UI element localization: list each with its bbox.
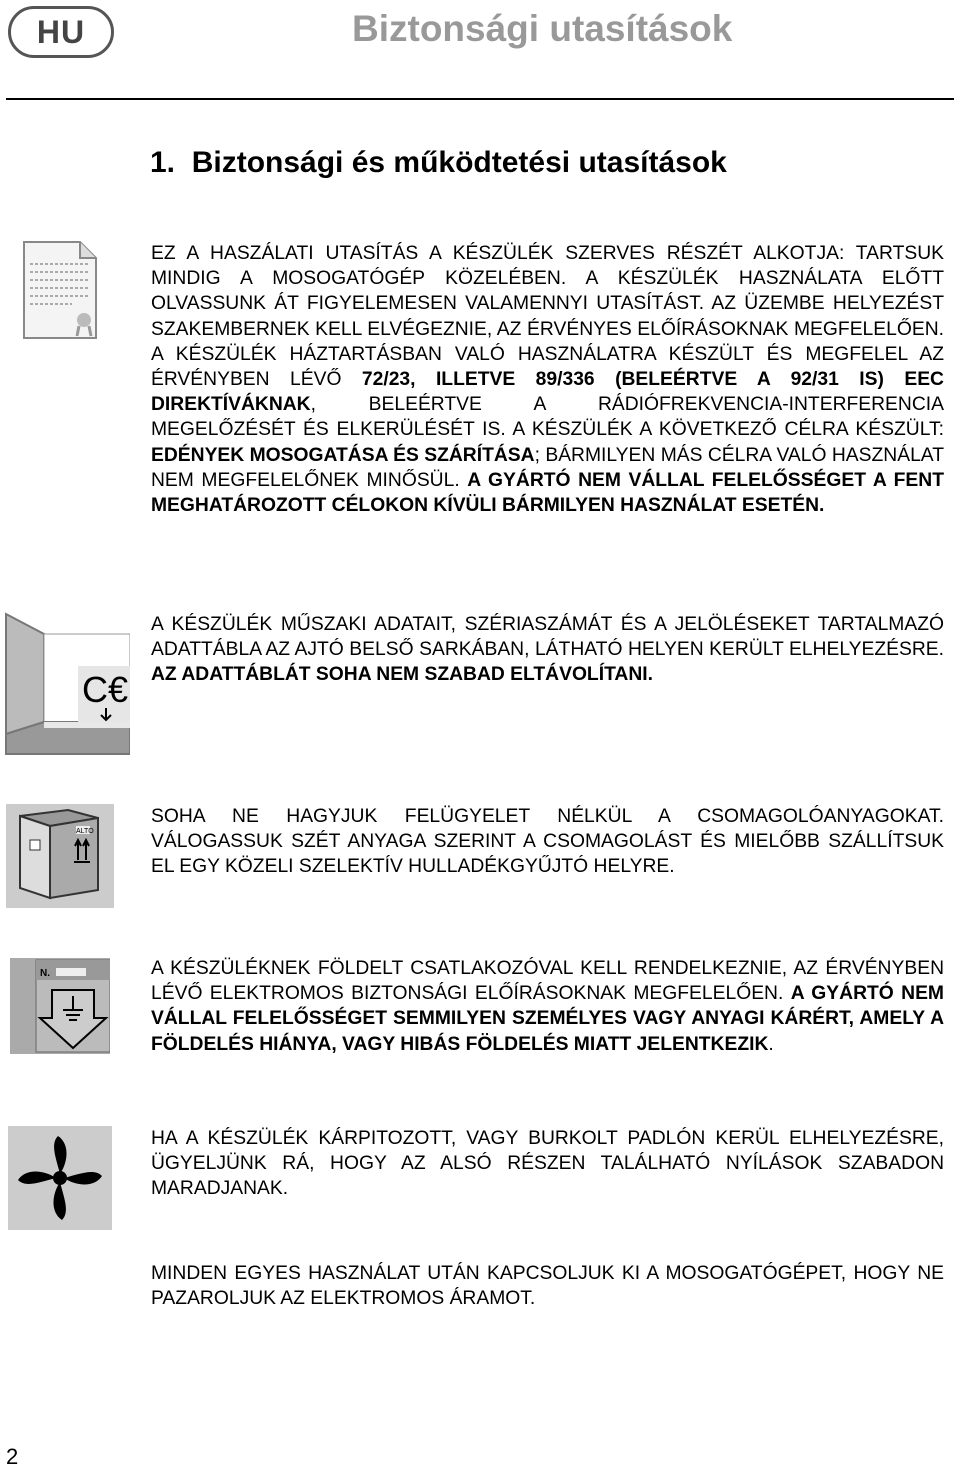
text-run: SOHA NE HAGYJUK FELÜGYELET NÉLKÜL A CSOMAGOLÓANYAGOKAT. VÁLOGASSUK SZÉT ANYAGA SZERINT A CSOMAGOLÁST ÉS MIELŐBB SZÁLLÍTSUK EL EGY KÖZELI SZELEKTÍV HULLADÉKGYŰJTÓ HELYRE.	[151, 806, 944, 878]
header-divider	[6, 98, 954, 100]
section-title-text: Biztonsági és működtetési utasítások	[191, 146, 727, 179]
section-title	[150, 146, 727, 180]
bold-text-run: AZ ADATTÁBLÁT SOHA NEM SZABAD ELTÁVOLÍTANI.	[151, 664, 653, 686]
bold-text-run: 72/23, ILLETVE 89/336 (BELEÉRTVE A 92/31 IS) EEC DIREKTÍVÁKNAK	[151, 369, 944, 416]
text-run: A KÉSZÜLÉKNEK FÖLDELT CSATLAKOZÓVAL KELL RENDELKEZNIE, AZ ÉRVÉNYBEN LÉVŐ ELEKTROMOS BIZTONSÁGI ELŐÍRÁSOKNAK MEGFELELŐEN.	[151, 958, 944, 1005]
bold-text-run: A GYÁRTÓ NEM VÁLLAL FELELŐSSÉGET A FENT MEGHATÁROZOTT CÉLOKON KÍVÜLI BÁRMILYEN HASZNÁLAT ESETÉN.	[151, 469, 944, 517]
page-number: 2	[6, 1444, 19, 1469]
power-off-paragraph	[151, 1261, 944, 1311]
text-run: .	[768, 1033, 774, 1055]
ventilation-fan-icon	[8, 1126, 112, 1230]
ventilation-paragraph	[151, 1126, 944, 1202]
language-badge	[8, 6, 114, 58]
bold-text-run: A GYÁRTÓ NEM VÁLLAL FELELŐSSÉGET SEMMILYEN SZEMÉLYES VAGY ANYAGI KÁRÉRT, AMELY A FÖLDELÉS HIÁNYA, VAGY HIBÁS FÖLDELÉS MIATT JELENTKEZIK	[151, 983, 944, 1055]
grounding-paragraph	[151, 956, 944, 1057]
language-code: HU	[36, 13, 86, 50]
ce-rating-plate-icon	[4, 610, 130, 756]
packaging-paragraph	[151, 804, 944, 880]
svg-text:C€: C€	[82, 669, 129, 710]
plate-label: N.	[40, 968, 50, 979]
text-run: HA A KÉSZÜLÉK KÁRPITOZOTT, VAGY BURKOLT PADLÓN KERÜL ELHELYEZÉSRE, ÜGYELJÜNK RÁ, HOGY AZ ALSÓ RÉSZEN TALÁLHATÓ NYÍLÁSOK SZABADON MARADJANAK.	[151, 1128, 944, 1200]
text-run: MINDEN EGYES HASZNÁLAT UTÁN KAPCSOLJUK KI A MOSOGATÓGÉPET, HOGY NE PAZAROLJUK AZ ELEKTROMOS ÁRAMOT.	[151, 1263, 944, 1310]
header-title: Biztonsági utasítások	[352, 8, 733, 49]
intro-paragraph	[151, 241, 944, 518]
grounding-plate-icon	[10, 958, 110, 1054]
text-run: , BELEÉRTVE A RÁDIÓFREKVENCIA-INTERFERENCIA MEGELŐZÉSÉT ÉS ELKERÜLÉSÉT IS. A KÉSZÜLÉK A KÖVETKEZŐ CÉLRA KÉSZÜLT:	[151, 394, 944, 441]
rating-plate-paragraph	[151, 612, 944, 688]
manual-document-icon	[22, 240, 98, 340]
section-number: 1.	[150, 146, 176, 179]
box-label: ALTO	[76, 828, 94, 835]
text-run: A KÉSZÜLÉK MŰSZAKI ADATAIT, SZÉRIASZÁMÁT ÉS A JELÖLÉSEKET TARTALMAZÓ ADATTÁBLA AZ AJTÓ BELSŐ SARKÁBAN, LÁTHATÓ HELYEN KERÜLT ELHELYEZÉSRE.	[151, 614, 944, 661]
text-run: ; BÁRMILYEN MÁS CÉLRA VALÓ HASZNÁLAT NEM MEGFELELŐNEK MINŐSÜL.	[151, 444, 945, 491]
packaging-box-icon	[6, 804, 114, 908]
bold-text-run: EDÉNYEK MOSOGATÁSA ÉS SZÁRÍTÁSA	[151, 444, 535, 466]
text-run: EZ A HASZÁLATI UTASÍTÁS A KÉSZÜLÉK SZERVES RÉSZÉT ALKOTJA: TARTSUK MINDIG A MOSOGATÓGÉP KÖZELÉBEN. A KÉSZÜLÉK HASZNÁLATA ELŐTT OLVASSUNK ÁT FIGYELEMESEN VALAMENNYI UTASÍTÁST. AZ ÜZEMBE HELYEZÉST SZAKEMBERNEK KELL ELVÉGEZNIE, AZ ÉRVÉNYES ELŐÍRÁSOKNAK MEGFELELŐEN. A KÉSZÜLÉK HÁZTARTÁSBAN VALÓ HASZNÁLATRA KÉSZÜLT ÉS MEGFELEL AZ ÉRVÉNYBEN LÉVŐ	[151, 243, 944, 391]
